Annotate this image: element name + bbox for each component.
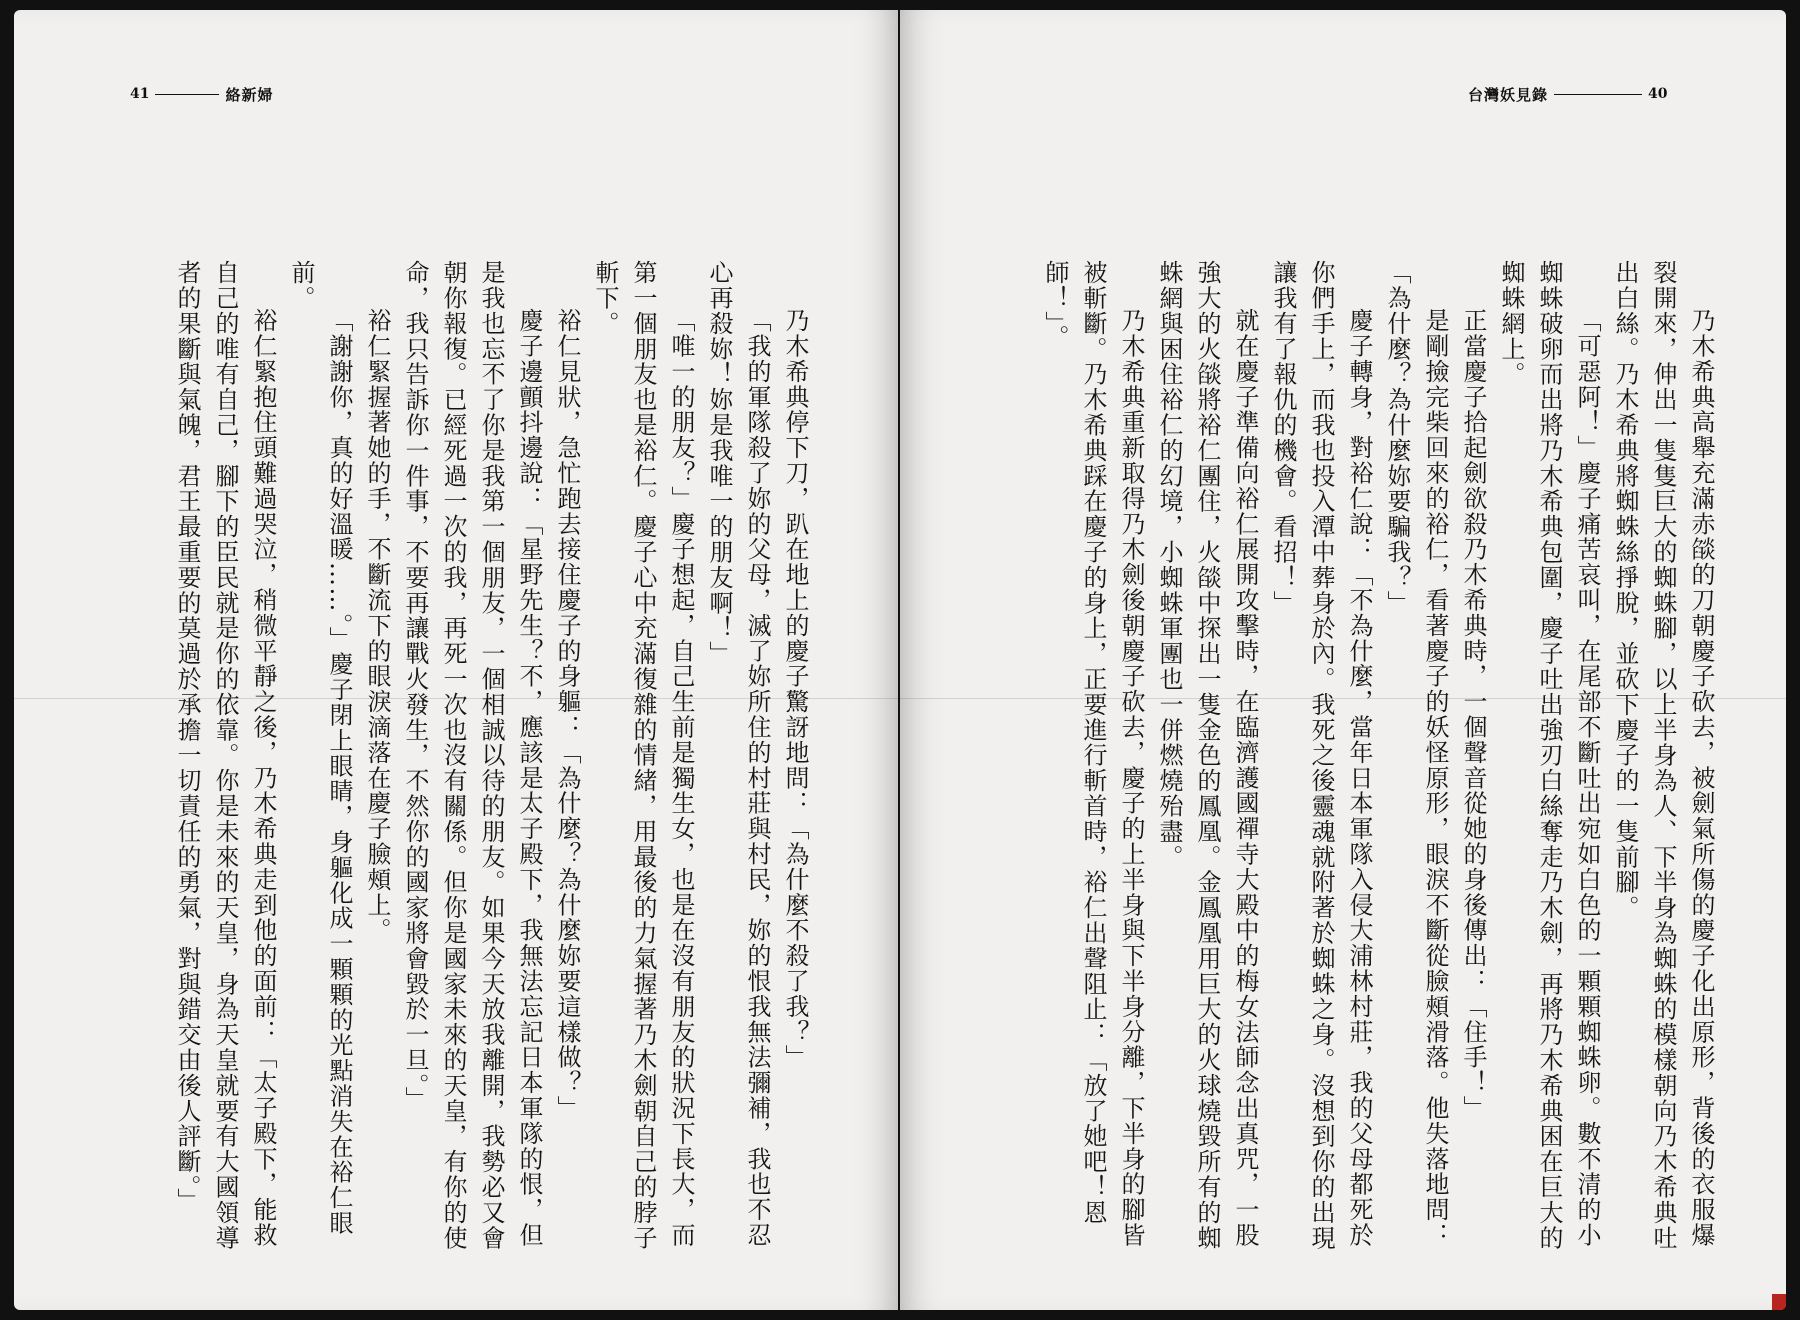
paragraph: 正當慶子拾起劍欲殺乃木希典時，一個聲音從她的身後傳出：「住手！」 xyxy=(1459,308,1487,1121)
paragraph: 「我的軍隊殺了妳的父母，滅了妳所住的村莊與村民，妳的恨我無法彌補，我也不忍心再殺妳！妳是我唯一的朋友啊！」 xyxy=(705,260,771,1248)
paragraph: 「唯一的朋友？」慶子想起，自己生前是獨生女，也是在沒有朋友的狀況下長大，而第一個朋友也是裕仁。慶子心中充滿復雜的情緒，用最後的力氣握著乃木劍朝自己的脖子斬下。 xyxy=(591,260,695,1251)
paragraph: 裕仁緊抱住頭難過哭泣，稍微平靜之後，乃木希典走到他的面前：「太子殿下，能救自己的唯有自己，腳下的臣民就是你的依靠。你是未來的天皇，身為天皇就要有大國領導者的果斷與氣魄，君王最重要的莫過於承擔一切責任的勇氣，對與錯交由後人評斷。」 xyxy=(173,260,277,1251)
page-fold xyxy=(14,698,898,699)
paragraph: 就在慶子準備向裕仁展開攻擊時，在臨濟護國禪寺大殿中的梅女法師念出真咒，一股強大的火燄將裕仁團住，火燄中探出一隻金色的鳳凰。金鳳凰用巨大的火球燒毀所有的蜘蛛網與困住裕仁的幻境，小蜘蛛軍團也一併燃燒殆盡。 xyxy=(1155,260,1259,1251)
right-page-text xyxy=(1000,260,1720,1260)
right-page-number: 40 xyxy=(1648,86,1668,102)
paragraph: 裕仁見狀，急忙跑去接住慶子的身軀：「為什麼？為什麼妳要這樣做？」 xyxy=(553,308,581,1121)
paragraph: 慶子轉身，對裕仁說：「不為什麼，當年日本軍隊入侵大浦林村莊，我的父母都死於你們手上，而我也投入潭中葬身於內。我死之後靈魂就附著於蜘蛛之身。沒想到你的出現讓我有了報仇的機會。看招！」 xyxy=(1269,260,1373,1251)
left-page-header-title: 絡新婦 xyxy=(225,85,274,104)
header-rule xyxy=(1554,94,1642,95)
left-page xyxy=(14,10,898,1310)
paragraph: 乃木希典停下刀，趴在地上的慶子驚訝地問：「為什麼不殺了我？」 xyxy=(781,308,809,1070)
paragraph: 慶子邊顫抖邊說：「星野先生？不，應該是太子殿下，我無法忘記日本軍隊的恨，但是我也忘不了你是我第一個朋友，一個相誠以待的朋友。如果今天放我離開，我勢必又會朝你報復。已經死過一次的我，再死一次也沒有關係。但你是國家未來的天皇，有你的使命，我只告訴你一件事，不要再讓戰火發生，不然你的國家將會毀於一旦。」 xyxy=(401,260,543,1251)
left-page-header xyxy=(130,82,274,106)
paragraph: 「可惡阿！」慶子痛苦哀叫，在尾部不斷吐出宛如白色的一顆顆蜘蛛卵。數不清的小蜘蛛破卵而出將乃木希典包圍，慶子吐出強刃白絲奪走乃木劍，再將乃木希典困在巨大的蜘蛛網上。 xyxy=(1497,260,1601,1251)
right-page-header-title: 台灣妖見錄 xyxy=(1468,85,1549,104)
page-fold xyxy=(900,698,1786,699)
cover-corner xyxy=(1772,1294,1786,1310)
left-page-text xyxy=(124,260,814,1260)
paragraph: 裕仁緊握著她的手，不斷流下的眼淚滴落在慶子臉頰上。 xyxy=(363,308,391,943)
paragraph: 是剛撿完柴回來的裕仁，看著慶子的妖怪原形，眼淚不斷從臉頰滑落。他失落地問：「為什麼？為什麼妳要騙我？」 xyxy=(1383,260,1449,1248)
header-rule xyxy=(155,94,219,95)
paragraph: 乃木希典重新取得乃木劍後朝慶子砍去，慶子的上半身與下半身分離，下半身的腳皆被斬斷。乃木希典踩在慶子的身上，正要進行斬首時，裕仁出聲阻止：「放了她吧！恩師！」。 xyxy=(1041,260,1145,1248)
paragraph: 乃木希典高舉充滿赤燄的刀朝慶子砍去，被劍氣所傷的慶子化出原形，背後的衣服爆裂開來，伸出一隻隻巨大的蜘蛛腳，以上半身為人、下半身為蜘蛛的模樣朝向乃木希典吐出白絲。乃木希典將蜘蛛絲掙脫，並砍下慶子的一隻前腳。 xyxy=(1611,260,1715,1251)
paragraph: 「謝謝你，真的好溫暖……。」慶子閉上眼睛，身軀化成一顆顆的光點消失在裕仁眼前。 xyxy=(287,260,353,1236)
right-page xyxy=(900,10,1786,1310)
right-page-header xyxy=(1468,82,1668,106)
left-page-number: 41 xyxy=(130,86,150,102)
